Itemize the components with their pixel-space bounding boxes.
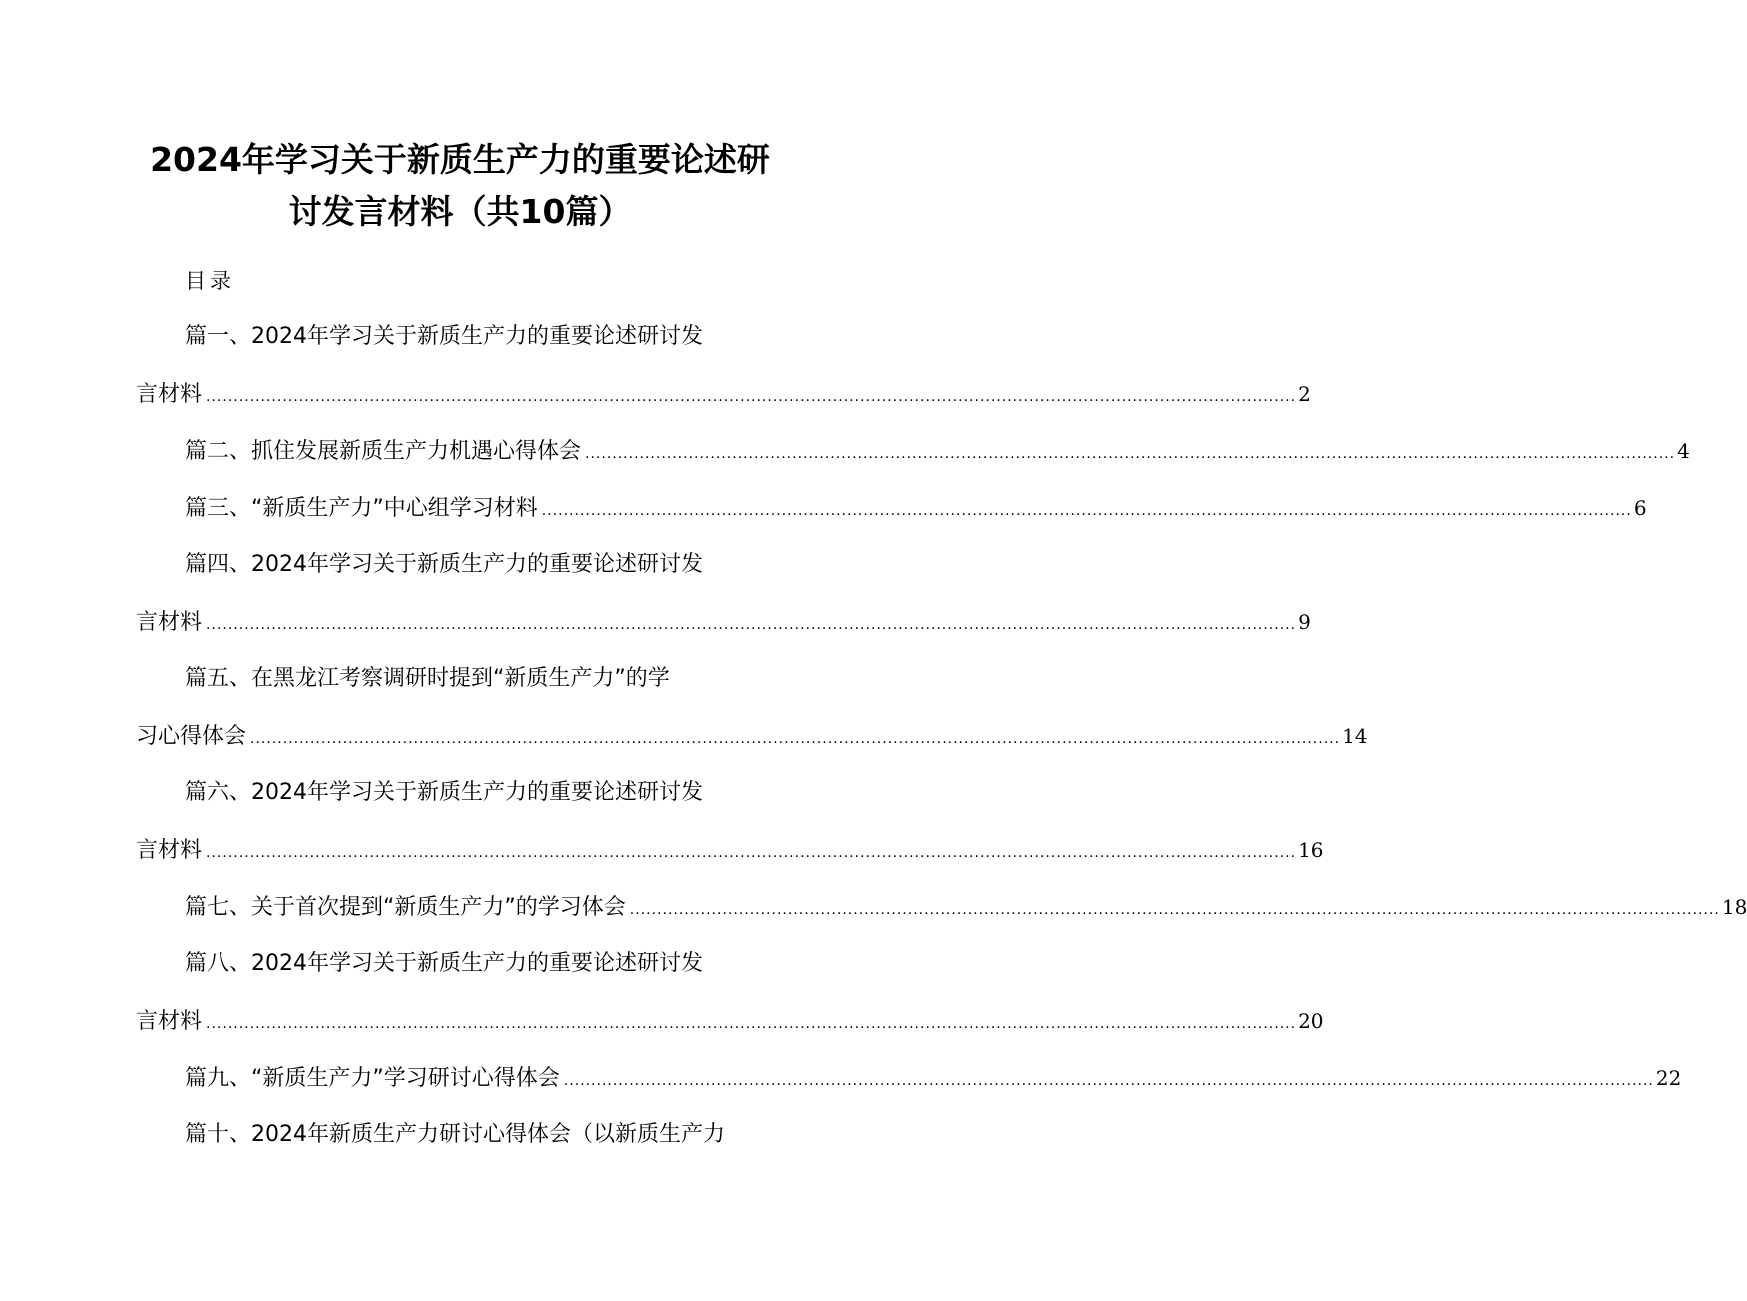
toc-entry-5-row[interactable] (136, 719, 1368, 753)
toc-entry-7-row[interactable] (185, 890, 1747, 924)
toc-entry-8-row[interactable] (136, 1004, 1324, 1038)
toc-entry-8-title[interactable]: 篇八、2024年学习关于新质生产力的重要论述研讨发 (185, 951, 703, 976)
toc-entry-6-title[interactable]: 篇六、2024年学习关于新质生产力的重要论述研讨发 (185, 780, 703, 805)
toc-entry-4-row[interactable] (136, 605, 1311, 639)
toc-leader-dots: ........................................................................................................................................................................................................ (541, 503, 1632, 519)
toc-leader-dots: ........................................................................................................................................................................................................ (629, 902, 1720, 918)
toc-leader-dots: ........................................................................................................................................................................................................ (206, 845, 1297, 861)
toc-entry-5-title[interactable]: 篇五、在黑龙江考察调研时提到“新质生产力”的学 (185, 666, 670, 691)
toc-entry-8-page: 20 (1298, 1009, 1324, 1033)
toc-entry-1-row[interactable] (136, 377, 1311, 411)
toc-leader-dots: ........................................................................................................................................................................................................ (585, 446, 1676, 462)
toc-entry-6-title-cont: 言材料 (136, 838, 203, 863)
toc-entry-1-title-cont: 言材料 (136, 382, 203, 407)
document-title-line-1: 2024年学习关于新质生产力的重要论述研 (150, 140, 770, 179)
toc-entry-3-row[interactable] (185, 491, 1647, 525)
toc-entry-2-title: 篇二、抓住发展新质生产力机遇心得体会 (185, 439, 582, 464)
toc-entry-3-title: 篇三、“新质生产力”中心组学习材料 (185, 496, 538, 521)
toc-entry-4-title-cont: 言材料 (136, 610, 203, 635)
document-title-line-2: 讨发言材料（共10篇） (288, 192, 632, 231)
toc-entry-2-page: 4 (1677, 439, 1690, 463)
toc-entry-1-title[interactable]: 篇一、2024年学习关于新质生产力的重要论述研讨发 (185, 324, 703, 349)
toc-heading: 目录 (185, 269, 235, 293)
toc-entry-4-page: 9 (1298, 610, 1311, 634)
toc-leader-dots: ........................................................................................................................................................................................................ (563, 1073, 1654, 1089)
toc-entry-6-row[interactable] (136, 833, 1324, 867)
toc-entry-1-page: 2 (1298, 382, 1311, 406)
toc-entry-7-page: 18 (1721, 895, 1747, 919)
toc-entry-9-row[interactable] (185, 1061, 1682, 1095)
toc-entry-2-row[interactable] (185, 434, 1690, 468)
toc-leader-dots: ........................................................................................................................................................................................................ (250, 731, 1341, 747)
toc-entry-8-title-cont: 言材料 (136, 1009, 203, 1034)
toc-leader-dots: ........................................................................................................................................................................................................ (206, 1016, 1297, 1032)
toc-entry-10-title[interactable]: 篇十、2024年新质生产力研讨心得体会（以新质生产力 (185, 1122, 725, 1147)
toc-entry-9-title: 篇九、“新质生产力”学习研讨心得体会 (185, 1066, 560, 1091)
toc-entry-6-page: 16 (1298, 838, 1324, 862)
toc-entry-9-page: 22 (1655, 1066, 1682, 1090)
toc-entry-4-title[interactable]: 篇四、2024年学习关于新质生产力的重要论述研讨发 (185, 552, 703, 577)
toc-leader-dots: ........................................................................................................................................................................................................ (206, 389, 1297, 405)
toc-entry-3-page: 6 (1633, 496, 1647, 520)
toc-entry-7-title: 篇七、关于首次提到“新质生产力”的学习体会 (185, 895, 626, 920)
toc-entry-5-title-cont: 习心得体会 (136, 724, 247, 749)
toc-leader-dots: ........................................................................................................................................................................................................ (206, 617, 1297, 633)
toc-entry-5-page: 14 (1342, 724, 1368, 748)
